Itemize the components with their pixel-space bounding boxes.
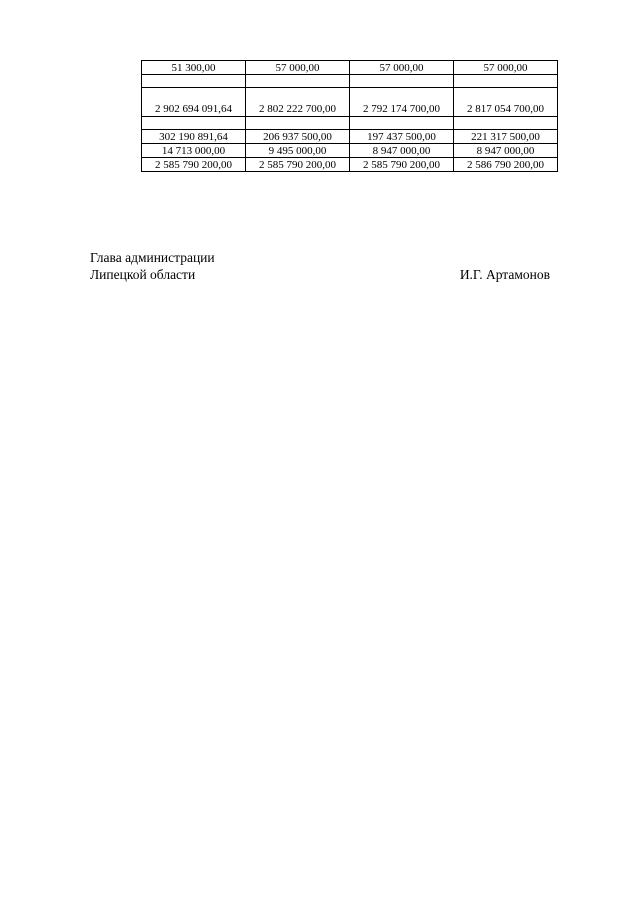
table-cell: 2 802 222 700,00	[246, 88, 350, 117]
table-cell	[454, 117, 558, 130]
table-cell: 2 817 054 700,00	[454, 88, 558, 117]
table-cell: 2 585 790 200,00	[350, 158, 454, 172]
table-cell	[246, 117, 350, 130]
financial-table	[141, 60, 558, 172]
table-cell: 57 000,00	[246, 61, 350, 75]
table-row	[142, 88, 558, 117]
table-cell: 2 792 174 700,00	[350, 88, 454, 117]
table-cell	[454, 75, 558, 88]
table-row-empty	[142, 117, 558, 130]
table-cell: 206 937 500,00	[246, 130, 350, 144]
table-cell: 8 947 000,00	[350, 144, 454, 158]
table-cell: 197 437 500,00	[350, 130, 454, 144]
table-cell: 2 586 790 200,00	[454, 158, 558, 172]
table-row	[142, 144, 558, 158]
table-cell: 2 585 790 200,00	[142, 158, 246, 172]
signatory-name: И.Г. Артамонов	[459, 267, 550, 282]
table-cell: 302 190 891,64	[142, 130, 246, 144]
table-cell: 2 902 694 091,64	[142, 88, 246, 117]
table-cell: 2 585 790 200,00	[246, 158, 350, 172]
table-cell	[350, 117, 454, 130]
table-cell: 57 000,00	[350, 61, 454, 75]
signature-block	[90, 249, 550, 283]
table-cell	[246, 75, 350, 88]
signature-line	[90, 266, 550, 283]
table-cell: 9 495 000,00	[246, 144, 350, 158]
table-row	[142, 158, 558, 172]
signatory-region: Липецкой области	[90, 267, 196, 282]
table-cell: 51 300,00	[142, 61, 246, 75]
table-cell: 8 947 000,00	[454, 144, 558, 158]
table-cell	[142, 75, 246, 88]
table-cell: 14 713 000,00	[142, 144, 246, 158]
table-cell	[142, 117, 246, 130]
table-row-empty	[142, 75, 558, 88]
table-cell: 57 000,00	[454, 61, 558, 75]
table-row	[142, 61, 558, 75]
signatory-position: Глава администрации	[90, 250, 215, 265]
table-cell	[350, 75, 454, 88]
table-row	[142, 130, 558, 144]
table-cell: 221 317 500,00	[454, 130, 558, 144]
